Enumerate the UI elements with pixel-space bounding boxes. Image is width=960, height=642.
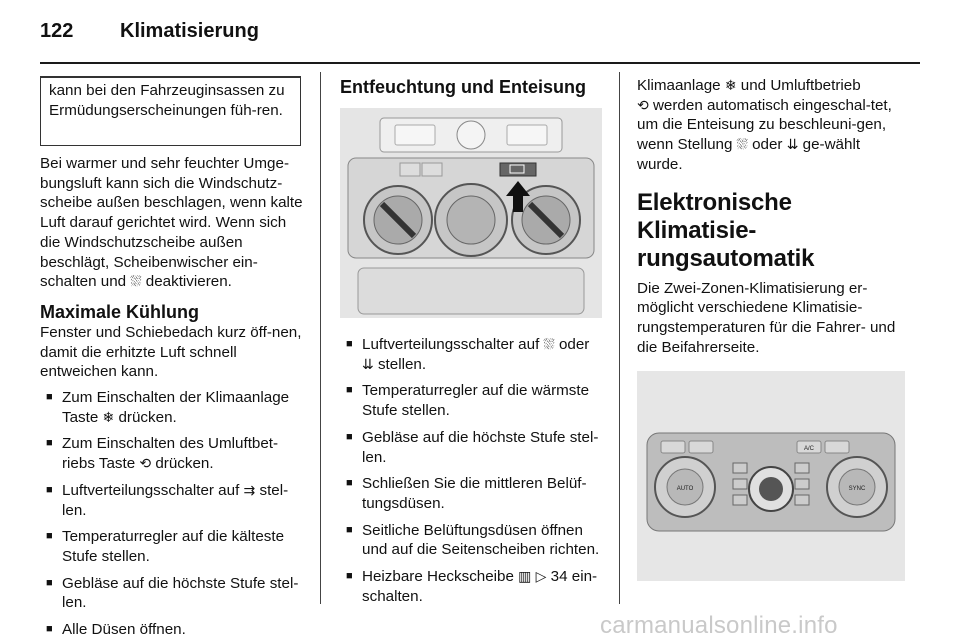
list-item: ■ Heizbare Heckscheibe ▥ ▷ 34 ein-schalten. — [340, 567, 605, 606]
intro-paragraph: Bei warmer und sehr feuchter Umge-bungsluft kann sich die Windschutz-scheibe außen beschlagen, wenn kalte Luft darauf gerichtet wird. Wenn sich die Windschutzscheibe außen beschlägt, Scheibenwischer ein-schalten und ⛆ deaktivieren. — [40, 155, 303, 291]
bullet-list — [340, 335, 605, 606]
recirculation-icon: ⟲ — [139, 455, 152, 472]
rear-window-heater-icon: ▥ — [518, 568, 532, 585]
note-box — [40, 76, 301, 146]
note-text: kann bei den Fahrzeuginsassen zu Ermüdungserscheinungen füh-ren. — [49, 82, 285, 119]
page-title: Klimatisierung — [120, 20, 259, 42]
section-heading-auto-climate: Elektronische Klimatisie-rungsautomatik — [637, 188, 815, 272]
bullet-list — [40, 388, 305, 640]
footwell-airflow-icon: ⇊ — [362, 355, 374, 372]
column-3 — [637, 76, 905, 586]
snowflake-icon: ❄ — [102, 408, 115, 425]
section-heading-max-cooling: Maximale Kühlung — [40, 301, 200, 322]
section-heading-defog: Entfeuchtung und Enteisung — [340, 77, 586, 97]
list-item: ■ Seitliche Belüftungsdüsen öffnen und auf die Seitenscheiben richten. — [340, 521, 605, 560]
list-item: ■ Alle Düsen öffnen. — [40, 620, 305, 640]
column-divider — [619, 72, 620, 604]
auto-climate-figure — [637, 371, 905, 586]
header-rule — [40, 62, 920, 64]
sync-button-label: SYNC — [848, 486, 866, 493]
list-item: ■ Gebläse auf die höchste Stufe stel-len. — [340, 428, 605, 467]
vent-airflow-icon: ⇉ — [243, 481, 256, 498]
windscreen-airflow-icon: ⛆ — [130, 273, 142, 290]
column-2 — [340, 76, 605, 606]
auto-button-label: AUTO — [676, 486, 694, 493]
page-number: 122 — [40, 20, 74, 42]
list-item: ■ Schließen Sie die mittleren Belüf-tungsdüsen. — [340, 474, 605, 513]
watermark: carmanualsonline.info — [600, 612, 838, 639]
footwell-airflow-icon: ⇊ — [786, 136, 799, 153]
auto-climate-panel-illustration — [637, 371, 905, 581]
list-item: ■ Luftverteilungsschalter auf ⇉ stel-len. — [40, 481, 305, 520]
page-reference-icon: ▷ — [535, 568, 547, 585]
list-item: ■ Luftverteilungsschalter auf ⛆ oder ⇊ stellen. — [340, 335, 605, 374]
windscreen-airflow-icon: ⛆ — [736, 136, 748, 153]
auto-climate-paragraph: Die Zwei-Zonen-Klimatisierung er-möglicht verschiedene Klimatisie-rungstemperaturen für die Fahrer- und die Beifahrerseite. — [637, 279, 896, 356]
list-item: ■ Gebläse auf die höchste Stufe stel-len. — [40, 574, 305, 613]
column-1 — [40, 154, 305, 640]
snowflake-icon: ❄ — [724, 77, 737, 93]
defog-figure — [340, 108, 605, 323]
climate-panel-illustration — [340, 108, 602, 318]
list-item: ■ Temperaturregler auf die wärmste Stufe stellen. — [340, 381, 605, 420]
column-divider — [320, 72, 321, 604]
list-item: ■ Zum Einschalten des Umluftbet-riebs Taste ⟲ drücken. — [40, 434, 305, 473]
list-item: ■ Temperaturregler auf die kälteste Stufe stellen. — [40, 527, 305, 566]
max-cooling-lead: Fenster und Schiebedach kurz öff-nen, damit die erhitzte Luft schnell entweichen kann. — [40, 323, 302, 381]
recirculation-icon: ⟲ — [637, 96, 649, 113]
list-item: ■ Zum Einschalten der Klimaanlage Taste ❄ drücken. — [40, 388, 305, 427]
ac-button-label: A/C — [803, 446, 815, 453]
windscreen-airflow-icon: ⛆ — [543, 336, 555, 352]
auto-enable-paragraph: Klimaanlage ❄ und Umluftbetrieb ⟲ werden automatisch eingeschal-tet, um die Enteisung zu beschleuni-gen, wenn Stellung ⛆ oder ⇊ ge-wählt wurde. — [637, 77, 892, 173]
